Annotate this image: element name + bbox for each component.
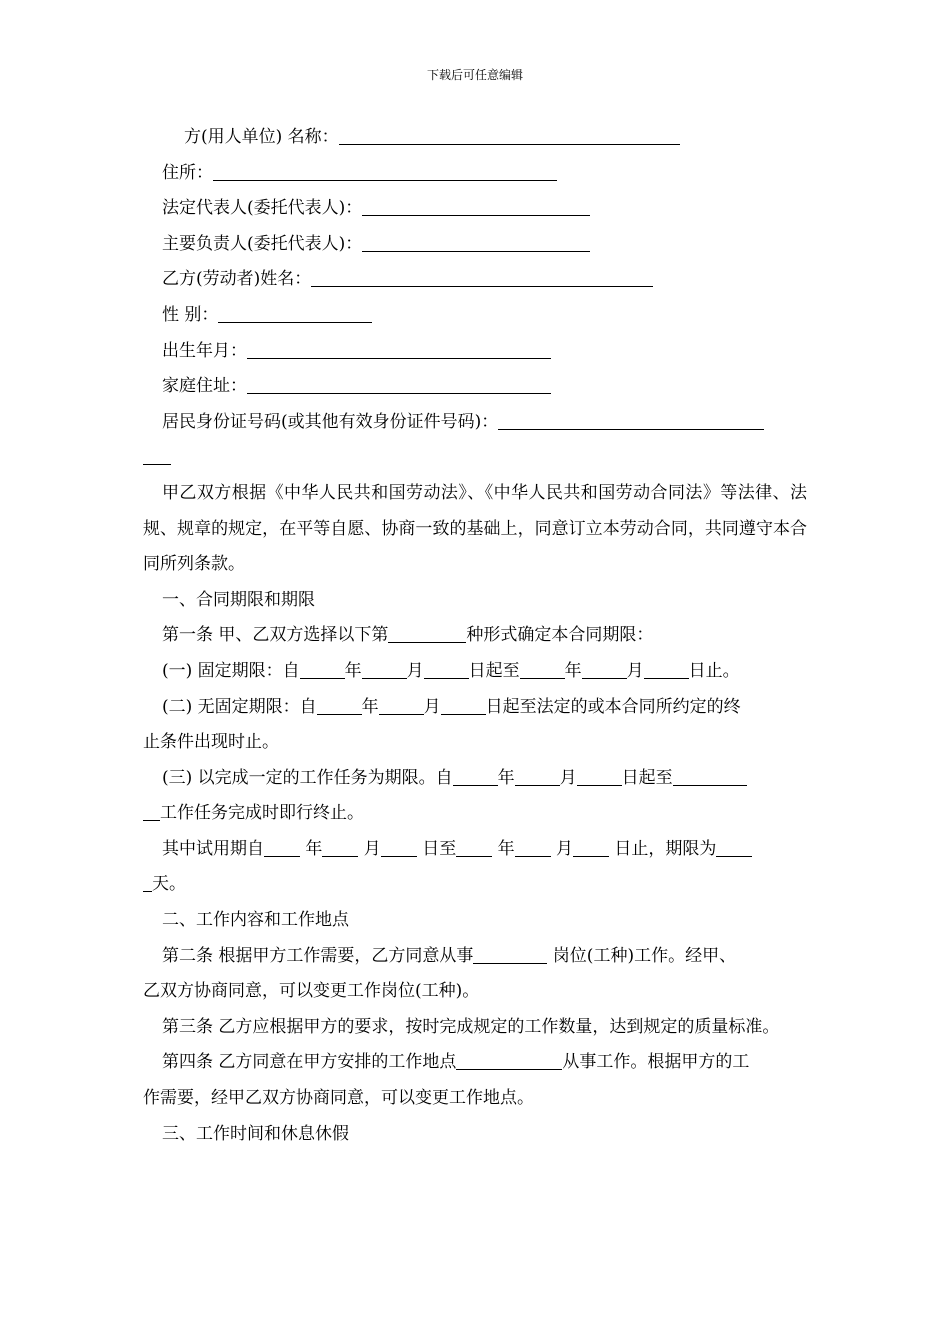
address-label: 住所： [162, 162, 213, 183]
fixed-start-month[interactable] [362, 658, 407, 679]
employee-name-field[interactable] [311, 266, 653, 287]
text-month: 月 [423, 696, 441, 717]
probation-period-text: 日止，期限为 [609, 838, 717, 859]
main-person-field[interactable] [362, 231, 590, 252]
probation-end-day[interactable] [573, 836, 609, 857]
article4-post: 从事工作。根据甲方的工 [562, 1052, 750, 1073]
task-end-field[interactable] [673, 765, 747, 786]
probation-start-year[interactable] [264, 836, 300, 857]
id-number-row [143, 405, 807, 441]
id-number-row-cont [143, 440, 807, 476]
article2-pre: 第二条 根据甲方工作需要，乙方同意从事 [162, 945, 474, 966]
fixed-start-day[interactable] [424, 658, 469, 679]
fixed-end-day[interactable] [644, 658, 689, 679]
fixed-start-year[interactable] [300, 658, 345, 679]
probation-cont-row [143, 867, 807, 903]
fixed-end-year[interactable] [520, 658, 565, 679]
employer-name-field[interactable] [339, 124, 680, 145]
birth-label: 出生年月： [162, 340, 247, 361]
text-year: 年 [344, 660, 362, 681]
article2-mid: 岗位(工种)工作。经甲、 [547, 945, 737, 966]
text-day-to: 日至 [416, 838, 457, 859]
probation-end-month[interactable] [515, 836, 551, 857]
address-field[interactable] [213, 160, 557, 181]
open-start-month[interactable] [379, 694, 424, 715]
article4-pre: 第四条 乙方同意在甲方安排的工作地点 [162, 1052, 457, 1073]
text-year: 年 [497, 767, 515, 788]
legal-rep-field[interactable] [362, 195, 590, 216]
employer-name-row [143, 120, 807, 156]
task-term-row [143, 761, 807, 797]
open-term-row [143, 690, 807, 726]
birth-field[interactable] [247, 338, 551, 359]
article1-choice-field[interactable] [388, 622, 466, 643]
employee-name-row [143, 262, 807, 298]
article1-row [143, 618, 807, 654]
intro-paragraph: 甲乙双方根据《中华人民共和国劳动法》、《中华人民共和国劳动合同法》等法律、法规、规章的规定，在平等自愿、协商一致的基础上，同意订立本劳动合同，共同遵守本合同所列条款。 [143, 482, 807, 575]
probation-row [143, 832, 807, 868]
task-start-month[interactable] [515, 765, 560, 786]
text-year: 年 [492, 838, 515, 859]
article4-location-field[interactable] [456, 1049, 562, 1070]
task-start-day[interactable] [577, 765, 622, 786]
id-number-field[interactable] [498, 409, 764, 430]
probation-start-day[interactable] [381, 836, 417, 857]
open-term-cont: 止条件出现时止。 [143, 732, 279, 753]
section2-title: 二、工作内容和工作地点 [162, 910, 349, 931]
article4-cont: 作需要，经甲乙双方协商同意，可以变更工作地点。 [143, 1088, 534, 1109]
employer-name-label: 方(用人单位) 名称： [184, 127, 339, 147]
text-month: 月 [406, 660, 424, 681]
open-term-text: 日起至法定的或本合同所约定的终 [485, 696, 741, 717]
probation-days-field[interactable] [716, 836, 752, 857]
home-address-label: 家庭住址： [162, 376, 247, 397]
probation-cont: 天。 [152, 874, 186, 895]
fixed-term-label: (一) 固定期限：自 [162, 660, 300, 681]
page-header: 下载后可任意编辑 [426, 68, 523, 82]
id-number-label: 居民身份证号码(或其他有效身份证件号码)： [162, 411, 499, 432]
article3-paragraph: 第三条 乙方应根据甲方的要求，按时完成规定的工作数量，达到规定的质量标准。 [162, 1016, 780, 1037]
text-day-end: 日止。 [688, 660, 740, 681]
main-person-row [143, 227, 807, 263]
article1-pre: 第一条 甲、乙双方选择以下第 [162, 625, 389, 646]
home-address-field[interactable] [247, 373, 551, 394]
text-day-from: 日起至 [621, 767, 673, 788]
text-month: 月 [358, 838, 381, 859]
section3-title: 三、工作时间和休息休假 [162, 1123, 349, 1144]
text-year: 年 [300, 838, 323, 859]
fixed-end-month[interactable] [582, 658, 627, 679]
task-term-cont: 工作任务完成时即行终止。 [160, 803, 364, 824]
probation-label: 其中试用期自 [162, 838, 264, 859]
text-month: 月 [559, 767, 577, 788]
task-start-year[interactable] [453, 765, 498, 786]
text-year: 年 [361, 696, 379, 717]
article1-post: 种形式确定本合同期限： [466, 625, 654, 646]
article2-position-field[interactable] [473, 943, 547, 964]
legal-rep-row [143, 191, 807, 227]
probation-end-year[interactable] [456, 836, 492, 857]
text-year: 年 [564, 660, 582, 681]
probation-start-month[interactable] [322, 836, 358, 857]
text-month: 月 [626, 660, 644, 681]
gender-field[interactable] [218, 302, 372, 323]
article4-row [143, 1045, 807, 1081]
address-row [143, 156, 807, 192]
text-day-from: 日起至 [468, 660, 520, 681]
fixed-term-row [143, 654, 807, 690]
gender-label: 性 别： [162, 304, 219, 325]
id-number-field-cont[interactable] [143, 444, 171, 465]
task-term-cont-row [143, 796, 807, 832]
article2-cont: 乙双方协商同意，可以变更工作岗位(工种)。 [143, 981, 480, 1002]
contract-body [143, 120, 807, 1152]
open-start-day[interactable] [441, 694, 486, 715]
legal-rep-label: 法定代表人(委托代表人)： [162, 198, 363, 219]
home-address-row [143, 369, 807, 405]
article2-row [143, 939, 807, 975]
open-term-label: (二) 无固定期限：自 [162, 696, 317, 717]
text-month: 月 [550, 838, 574, 859]
task-end-field-cont[interactable] [143, 800, 160, 821]
section1-title: 一、合同期限和期限 [162, 589, 315, 610]
gender-row [143, 298, 807, 334]
task-term-label: (三) 以完成一定的工作任务为期限。自 [162, 767, 453, 788]
employee-name-label: 乙方(劳动者)姓名： [162, 269, 312, 290]
main-person-label: 主要负责人(委托代表人)： [162, 233, 363, 254]
probation-days-field-cont[interactable] [143, 871, 152, 892]
open-start-year[interactable] [317, 694, 362, 715]
birth-row [143, 334, 807, 370]
